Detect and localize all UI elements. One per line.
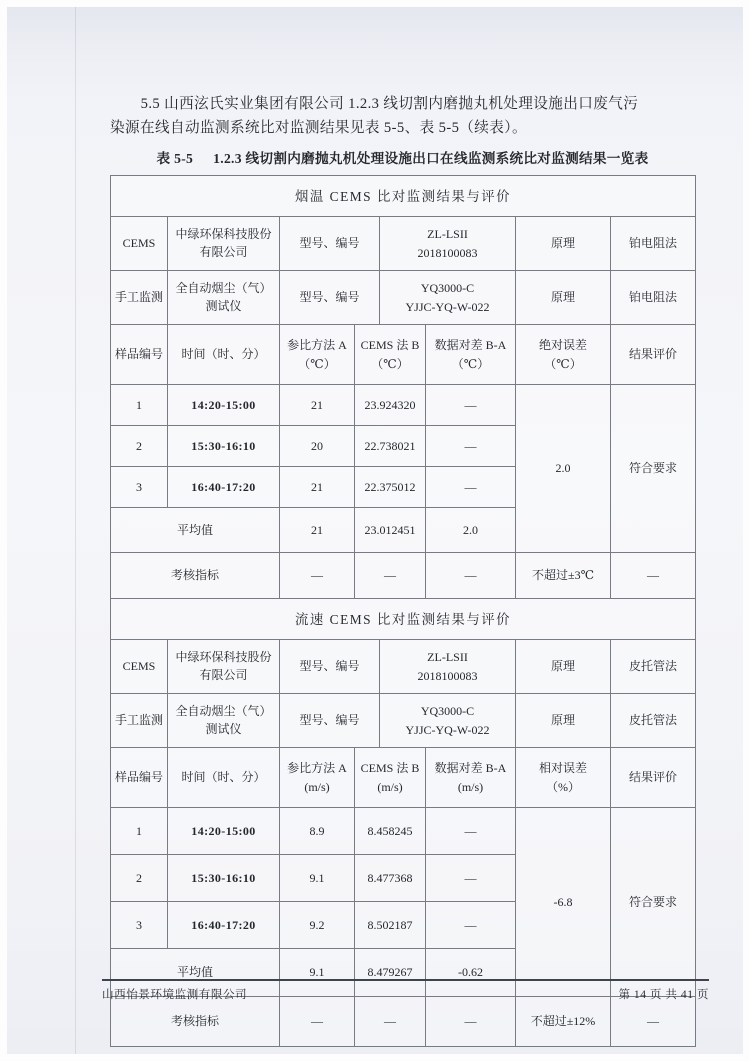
time-cell: 14:20-15:00 (168, 808, 280, 855)
assessment-cems-b-cell: — (355, 553, 426, 599)
ref-a-cell: 21 (280, 467, 355, 508)
intro-paragraph (110, 93, 695, 140)
table-title: 流速 CEMS 比对监测结果与评价 (111, 599, 696, 640)
model-label-cell: 型号、编号 (280, 640, 380, 694)
velocity-equipment-table (110, 598, 696, 748)
header-label: CEMS 法 B (360, 761, 420, 776)
equipment-row (111, 640, 696, 694)
equipment-row (111, 271, 696, 325)
diff-cell: — (426, 902, 516, 949)
sample-no-cell: 3 (111, 467, 168, 508)
model-line-2: 2018100083 (417, 668, 478, 683)
header-diff (426, 325, 516, 385)
header-label: 参比方法 A (287, 338, 347, 353)
header-unit: （℃） (298, 356, 336, 371)
model-label-cell: 型号、编号 (280, 271, 380, 325)
model-line-1: ZL-LSII (427, 227, 468, 242)
header-sample-no: 样品编号 (111, 325, 168, 385)
assessment-result-cell: — (611, 553, 696, 599)
sample-no-cell: 1 (111, 808, 168, 855)
model-line-1: ZL-LSII (427, 650, 468, 665)
table-title-row (111, 599, 696, 640)
principle-label-cell: 原理 (516, 271, 611, 325)
principle-value-cell: 皮托管法 (611, 640, 696, 694)
principle-value-cell: 铂电阻法 (611, 217, 696, 271)
temperature-cems-table (110, 175, 695, 599)
header-evaluation: 结果评价 (611, 325, 696, 385)
average-label-cell: 平均值 (111, 508, 280, 553)
table-caption-title: 1.2.3 线切割内磨抛丸机处理设施出口在线监测系统比对监测结果一览表 (213, 151, 649, 167)
sample-row (111, 385, 696, 426)
diff-cell: — (426, 855, 516, 902)
system-cell: CEMS (111, 217, 168, 271)
sample-no-cell: 3 (111, 902, 168, 949)
header-evaluation: 结果评价 (611, 748, 696, 808)
header-ref-a (280, 325, 355, 385)
assessment-diff-cell: — (426, 553, 516, 599)
sample-no-cell: 1 (111, 385, 168, 426)
header-diff (426, 748, 516, 808)
model-value-cell (380, 694, 516, 748)
system-cell: 手工监测 (111, 694, 168, 748)
cems-b-cell: 23.924320 (355, 385, 426, 426)
cems-b-cell: 22.738021 (355, 426, 426, 467)
system-cell: CEMS (111, 640, 168, 694)
cems-b-cell: 8.458245 (355, 808, 426, 855)
header-error (516, 325, 611, 385)
assessment-ref-a-cell: — (280, 553, 355, 599)
principle-label-cell: 原理 (516, 640, 611, 694)
diff-cell: — (426, 426, 516, 467)
header-label: 参比方法 A (287, 761, 347, 776)
vendor-cell: 全自动烟尘（气）测试仪 (168, 694, 280, 748)
assessment-result-cell: — (611, 997, 696, 1047)
evaluation-value-cell: 符合要求 (611, 808, 696, 997)
average-cems-b-cell: 23.012451 (355, 508, 426, 553)
diff-cell: — (426, 808, 516, 855)
average-ref-a-cell: 9.1 (280, 949, 355, 997)
header-ref-a (280, 748, 355, 808)
column-header-row (111, 748, 696, 808)
time-cell: 14:20-15:00 (168, 385, 280, 426)
time-cell: 15:30-16:10 (168, 426, 280, 467)
column-header-row (111, 325, 696, 385)
average-cems-b-cell: 8.479267 (355, 949, 426, 997)
assessment-criterion-cell: 不超过±3℃ (516, 553, 611, 599)
vendor-cell: 全自动烟尘（气）测试仪 (168, 271, 280, 325)
assessment-cems-b-cell: — (355, 997, 426, 1047)
footer-company: 山西怡景环境监测有限公司 (102, 988, 248, 1001)
assessment-diff-cell: — (426, 997, 516, 1047)
intro-line-1: 5.5 山西泫氏实业集团有限公司 1.2.3 线切割内磨抛丸机处理设施出口废气污 (140, 96, 639, 112)
ref-a-cell: 9.1 (280, 855, 355, 902)
header-error (516, 748, 611, 808)
header-unit: (m/s) (377, 779, 403, 794)
table-caption (110, 147, 695, 167)
temperature-data-table (110, 324, 696, 599)
table-caption-label: 表 5-5 (156, 151, 194, 167)
evaluation-value-cell: 符合要求 (611, 385, 696, 553)
equipment-row (111, 694, 696, 748)
cems-b-cell: 8.477368 (355, 855, 426, 902)
cems-b-cell: 22.375012 (355, 467, 426, 508)
principle-value-cell: 皮托管法 (611, 694, 696, 748)
cems-b-cell: 8.502187 (355, 902, 426, 949)
time-cell: 15:30-16:10 (168, 855, 280, 902)
model-line-2: YJJC-YQ-W-022 (405, 722, 490, 737)
model-line-2: YJJC-YQ-W-022 (405, 299, 490, 314)
diff-cell: — (426, 467, 516, 508)
model-value-cell (380, 640, 516, 694)
header-label: 相对误差 (538, 761, 587, 776)
ref-a-cell: 9.2 (280, 902, 355, 949)
header-unit: （℃） (544, 356, 582, 371)
header-time: 时间（时、分） (168, 325, 280, 385)
model-line-1: YQ3000-C (420, 704, 475, 719)
model-value-cell (380, 271, 516, 325)
diff-cell: — (426, 385, 516, 426)
assessment-label-cell: 考核指标 (111, 997, 280, 1047)
ref-a-cell: 21 (280, 385, 355, 426)
header-label: CEMS 法 B (360, 338, 420, 353)
principle-label-cell: 原理 (516, 217, 611, 271)
principle-value-cell: 铂电阻法 (611, 271, 696, 325)
average-ref-a-cell: 21 (280, 508, 355, 553)
sample-no-cell: 2 (111, 855, 168, 902)
vendor-cell: 中绿环保科技股份有限公司 (168, 217, 280, 271)
velocity-data-table (110, 747, 696, 1047)
average-label-cell: 平均值 (111, 949, 280, 997)
header-unit: （℃） (371, 356, 409, 371)
equipment-row (111, 217, 696, 271)
time-cell: 16:40-17:20 (168, 902, 280, 949)
assessment-row (111, 553, 696, 599)
header-label: 数据对差 B-A (434, 761, 507, 776)
assessment-label-cell: 考核指标 (111, 553, 280, 599)
ref-a-cell: 8.9 (280, 808, 355, 855)
error-value-cell: -6.8 (516, 808, 611, 997)
header-unit: （℃） (451, 356, 490, 371)
page-footer (102, 979, 709, 1002)
header-unit: (m/s) (457, 779, 484, 794)
model-value-cell (380, 217, 516, 271)
vendor-cell: 中绿环保科技股份有限公司 (168, 640, 280, 694)
footer-page-number: 第 14 页 共 41 页 (618, 988, 709, 1001)
intro-line-2: 染源在线自动监测系统比对监测结果见表 5-5、表 5-5（续表）。 (110, 119, 527, 136)
header-time: 时间（时、分） (168, 748, 280, 808)
average-diff-cell: -0.62 (426, 949, 516, 997)
sample-row (111, 808, 696, 855)
assessment-ref-a-cell: — (280, 997, 355, 1047)
header-cems-b (355, 325, 426, 385)
model-line-1: YQ3000-C (420, 281, 475, 296)
table-title-row (111, 176, 696, 217)
header-cems-b (355, 748, 426, 808)
model-label-cell: 型号、编号 (280, 694, 380, 748)
assessment-row (111, 997, 696, 1047)
header-sample-no: 样品编号 (111, 748, 168, 808)
header-label: 数据对差 B-A (434, 338, 507, 353)
sample-no-cell: 2 (111, 426, 168, 467)
time-cell: 16:40-17:20 (168, 467, 280, 508)
header-unit: (m/s) (304, 779, 330, 794)
temperature-equipment-table (110, 175, 696, 325)
model-line-2: 2018100083 (417, 245, 478, 260)
header-unit: （%） (546, 779, 580, 794)
system-cell: 手工监测 (111, 271, 168, 325)
page-content (110, 93, 695, 1047)
average-diff-cell: 2.0 (426, 508, 516, 553)
ref-a-cell: 20 (280, 426, 355, 467)
error-value-cell: 2.0 (516, 385, 611, 553)
header-label: 绝对误差 (538, 338, 587, 353)
assessment-criterion-cell: 不超过±12% (516, 997, 611, 1047)
model-label-cell: 型号、编号 (280, 217, 380, 271)
table-title: 烟温 CEMS 比对监测结果与评价 (111, 176, 696, 217)
principle-label-cell: 原理 (516, 694, 611, 748)
